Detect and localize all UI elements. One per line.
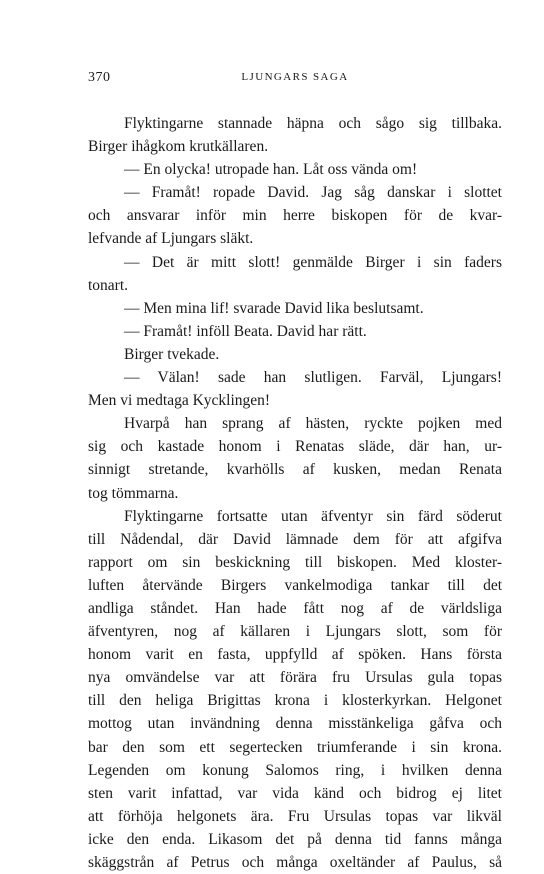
text-line: sinnigt stretande, kvarhölls af kusken, medan Renata xyxy=(88,461,502,479)
text-line: — Framåt! inföll Beata. David har rätt. xyxy=(124,322,367,340)
text-line: Men vi medtaga Kycklingen! xyxy=(88,392,271,410)
page-number: 370 xyxy=(88,70,111,85)
text-line: icke den enda. Likasom det på denna tid fanns många xyxy=(88,830,502,848)
text-line: mottog utan invändning denna misstänkeliga gåfva och xyxy=(88,715,502,733)
text-line: till den heliga Brigittas krona i klosterkyrkan. Helgonet xyxy=(88,692,502,710)
text-line: luften återvände Birgers vankelmodiga tankar till det xyxy=(88,576,502,594)
text-line: — Framåt! ropade David. Jag såg danskar i slottet xyxy=(124,184,502,202)
text-line: — Välan! sade han slutligen. Farväl, Ljungars! xyxy=(124,369,502,387)
page-header xyxy=(88,70,502,90)
text-line: tog tömmarna. xyxy=(88,484,179,502)
text-line: till Nådendal, där David lämnade dem för att afgifva xyxy=(88,530,502,548)
text-line: Hvarpå han sprang af hästen, ryckte pojken med xyxy=(124,415,502,433)
text-line: bar den som ett segertecken triumferande i sin krona. xyxy=(88,738,502,756)
text-line: skäggstrån af Petrus och många oxeltänder af Paulus, så xyxy=(88,854,502,871)
text-line: Flyktingarne stannade häpna och sågo sig tillbaka. xyxy=(124,115,502,132)
text-line: — Men mina lif! svarade David lika beslutsamt. xyxy=(124,299,424,317)
text-line: tonart. xyxy=(88,276,129,294)
text-line: — En olycka! utropade han. Låt oss vända om! xyxy=(124,161,418,179)
running-title: LJUNGARS SAGA xyxy=(241,71,349,83)
text-line: sig och kastade honom i Renatas släde, där han, ur- xyxy=(88,438,502,456)
text-line: Flyktingarne fortsatte utan äfventyr sin färd söderut xyxy=(124,507,502,525)
text-line: Birger tvekade. xyxy=(124,345,220,363)
text-line: andliga ståndet. Han hade fått nog af de världsliga xyxy=(88,599,502,617)
text-line: nya omvändelse var att förära fru Ursulas gula topas xyxy=(88,669,502,687)
text-line: honom varit en fasta, uppfylld af spöken. Hans första xyxy=(88,646,502,664)
text-line: sten varit infattad, var vida känd och bidrog ej litet xyxy=(88,784,502,802)
text-line: lefvande af Ljungars släkt. xyxy=(88,230,254,248)
text-line: rapport om sin beskickning till biskopen. Med kloster- xyxy=(88,553,502,571)
text-line: — Det är mitt slott! genmälde Birger i sin faders xyxy=(124,253,502,271)
body-text xyxy=(88,112,502,874)
text-line: och ansvarar inför min herre biskopen för de kvar- xyxy=(88,207,502,225)
text-line: att förhöja helgonets ära. Fru Ursulas topas var likväl xyxy=(88,807,502,825)
text-line: Birger ihågkom krutkällaren. xyxy=(88,138,269,156)
text-line: äfventyren, nog af källaren i Ljungars slott, som för xyxy=(88,623,502,641)
text-line: Legenden om konung Salomos ring, i hvilken denna xyxy=(88,761,502,779)
